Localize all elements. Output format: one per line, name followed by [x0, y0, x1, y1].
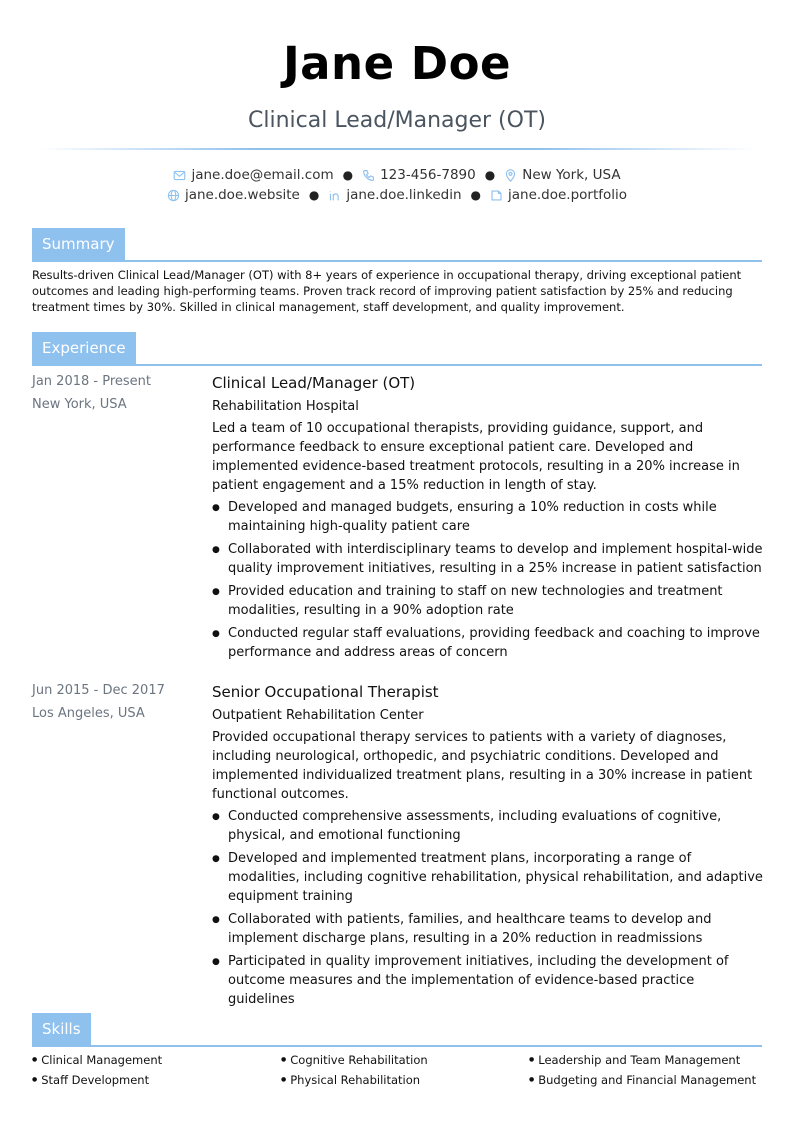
mail-icon: [173, 169, 186, 182]
experience-heading: Experience: [32, 332, 136, 364]
list-item: ● Provided education and training to staff on new technologies and treatment modalities, resulting in a 90% adoption rate: [212, 582, 764, 620]
job-1-org: Rehabilitation Hospital: [212, 399, 359, 414]
list-item: ● Conducted regular staff evaluations, providing feedback and coaching to improve performance and address areas of concern: [212, 624, 764, 662]
job-2-title: Senior Occupational Therapist: [212, 683, 439, 701]
contact-phone[interactable]: [362, 166, 476, 184]
header-divider: [40, 148, 754, 150]
portfolio-text: jane.doe.portfolio: [508, 187, 628, 203]
experience-section-header: [32, 332, 762, 366]
contact-row-2: [0, 186, 794, 204]
job-2-description: Provided occupational therapy services to patients with a variety of diagnoses, including neurological, orthopedic, and psychiatric conditions. Developed and implemented individualized treatment plans, resulting in a 30% increase in patient functional outcomes.: [212, 730, 753, 802]
job-1-bullets: [212, 498, 764, 662]
list-item: ● Developed and managed budgets, ensuring a 10% reduction in costs while maintaining high-quality patient care: [212, 498, 764, 536]
separator-dot: ●: [308, 188, 320, 202]
job-1-details: [212, 371, 764, 666]
linkedin-text: jane.doe.linkedin: [346, 187, 462, 203]
separator-dot: ●: [470, 188, 481, 202]
skill-item: ● Cognitive Rehabilitation: [281, 1052, 428, 1069]
skills-heading: Skills: [32, 1013, 91, 1045]
separator-dot: ●: [484, 168, 496, 182]
portfolio-icon: [490, 189, 503, 202]
skills-section-header: [32, 1013, 762, 1047]
job-1-title: Clinical Lead/Manager (OT): [212, 374, 416, 392]
list-item: ● Conducted comprehensive assessments, including evaluations of cognitive, physical, and emotional functioning: [212, 807, 764, 845]
summary-heading: Summary: [32, 228, 125, 260]
contact-linkedin[interactable]: [328, 186, 461, 204]
list-item: ● Collaborated with patients, families, and healthcare teams to develop and implement discharge plans, resulting in a 20% reduction in readmissions: [212, 910, 764, 948]
list-item: ● Participated in quality improvement initiatives, including the development of outcome measures and the implementation of evidence-based practice guidelines: [212, 952, 764, 1009]
job-1-meta: [32, 370, 202, 416]
phone-text: 123-456-7890: [380, 167, 476, 183]
job-2-dates: Jun 2015 - Dec 2017: [32, 683, 165, 698]
job-2-location: Los Angeles, USA: [32, 706, 145, 721]
skill-item: ● Physical Rehabilitation: [281, 1072, 420, 1089]
summary-section-header: [32, 228, 762, 262]
summary-text: Results-driven Clinical Lead/Manager (OT) with 8+ years of experience in occupational therapy, driving exceptional patient outcomes and leading high-performing teams. Proven track record of improving patient satisfaction by 25% and reducing treatment times by 30%. Skilled in clinical management, staff development, and quality improvement.: [32, 268, 742, 314]
contact-location: [504, 166, 620, 184]
list-item: ● Developed and implemented treatment plans, incorporating a range of modalities, including cognitive rehabilitation, physical rehabilitation, and adaptive equipment training: [212, 849, 764, 906]
job-2-bullets: [212, 807, 764, 1009]
list-item: ● Collaborated with interdisciplinary teams to develop and implement hospital-wide quality improvement initiatives, resulting in a 25% increase in patient satisfaction: [212, 540, 764, 578]
candidate-role: Clinical Lead/Manager (OT): [248, 108, 546, 133]
email-text: jane.doe@email.com: [191, 167, 334, 183]
skill-item: ● Staff Development: [32, 1072, 149, 1089]
contact-row-1: [0, 166, 794, 184]
phone-icon: [362, 169, 375, 182]
job-2-meta: [32, 679, 202, 725]
contact-email[interactable]: [173, 166, 333, 184]
separator-dot: ●: [342, 168, 354, 182]
candidate-name: Jane Doe: [282, 37, 512, 90]
contact-portfolio[interactable]: [490, 186, 627, 204]
job-1-dates: Jan 2018 - Present: [32, 374, 151, 389]
skill-item: ● Clinical Management: [32, 1052, 162, 1069]
linkedin-icon: [328, 189, 341, 202]
job-2-org: Outpatient Rehabilitation Center: [212, 708, 424, 723]
location-text: New York, USA: [522, 167, 621, 183]
globe-icon: [167, 189, 180, 202]
job-1-description: Led a team of 10 occupational therapists, providing guidance, support, and performance feedback to ensure exceptional patient care. Developed and implemented evidence-based treatment protocols, resulting in a 20% increase in patient engagement and a 15% reduction in length of stay.: [212, 421, 740, 493]
skill-item: ● Leadership and Team Management: [529, 1052, 740, 1069]
website-text: jane.doe.website: [184, 187, 300, 203]
contact-website[interactable]: [167, 186, 300, 204]
location-pin-icon: [504, 169, 517, 182]
skill-item: ● Budgeting and Financial Management: [529, 1072, 756, 1089]
job-2-details: [212, 680, 764, 1013]
job-1-location: New York, USA: [32, 397, 127, 412]
